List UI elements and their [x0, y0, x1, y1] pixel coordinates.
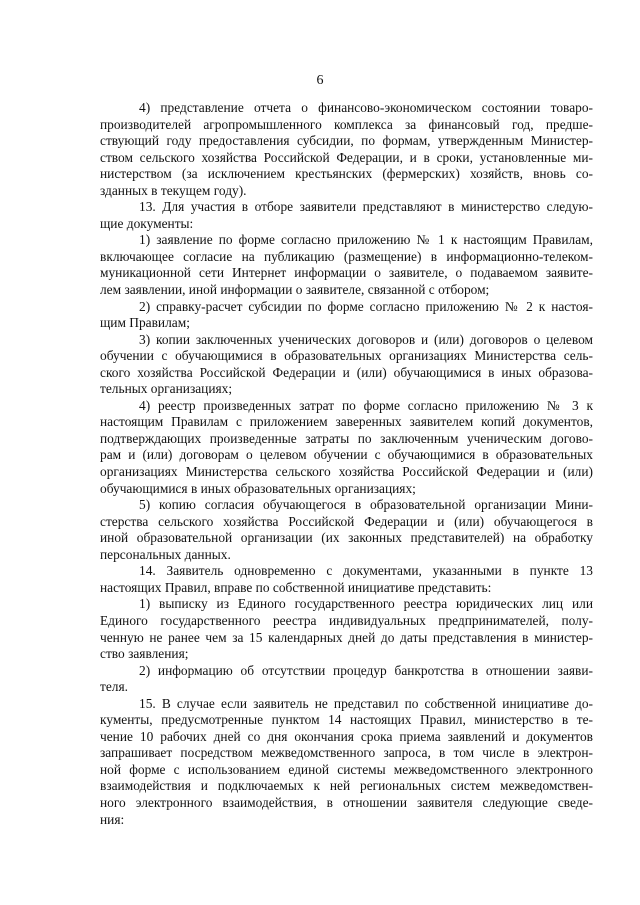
text-line: 3) копии заключенных ученических договоров и (или) договоров о целевом [139, 331, 593, 347]
text-line: организациях Министерства сельского хозяйства Российской Федерации и (или) [100, 464, 593, 480]
text-line: ния: [100, 811, 125, 827]
paragraph-p14-2 [100, 663, 593, 696]
text-line: настоящим Правилам с приложением заверенных заявителем копий документов, [100, 414, 593, 430]
text-line: ной форме с использованием единой системы межведомственного электронного [100, 761, 593, 777]
text-line: иной образовательной организации (их законных представителей) на обработку [100, 530, 593, 546]
text-line: ством сельского хозяйства Российской Федерации, и в сроки, установленные ми- [100, 149, 593, 165]
paragraph-p13-1 [100, 232, 593, 298]
text-line: 2) справку-расчет субсидии по форме согласно приложению № 2 к настоя- [139, 298, 593, 314]
text-line: ствующий году предоставления субсидии, по формам, утвержденным Министер- [100, 133, 593, 149]
text-line: производителей агропромышленного комплекса за финансовый год, предше- [100, 116, 593, 132]
text-line: включающее согласие на публикацию (размещение) в информационно-телеком- [100, 248, 593, 264]
text-line: 13. Для участия в отборе заявители представляют в министерство следую- [139, 199, 593, 215]
text-line: муникационной сети Интернет информации о заявителе, о подаваемом заявите- [100, 265, 593, 281]
text-line: 15. В случае если заявитель не представил по собственной инициативе до- [139, 695, 593, 711]
text-line: обучающимися в иных образовательных организациях; [100, 480, 416, 496]
paragraph-p4 [100, 100, 593, 199]
text-line: 2) информацию об отсутствии процедур банкротства в отношении заяви- [139, 662, 593, 678]
paragraph-p13-2 [100, 299, 593, 332]
document-body [100, 100, 593, 828]
text-line: ского хозяйства Российской Федерации и (или) обучающимися в иных образова- [100, 364, 593, 380]
text-line: щим Правилам; [100, 315, 190, 331]
text-line: настоящих Правил, вправе по собственной инициативе представить: [100, 579, 492, 595]
text-line: 4) представление отчета о финансово-экономическом состоянии товаро- [139, 100, 593, 115]
text-line: щие документы: [100, 215, 194, 231]
text-line: Единого государственного реестра индивидуальных предпринимателей, полу- [100, 612, 593, 628]
text-line: тельных организациях; [100, 381, 233, 397]
text-line: персональных данных. [100, 546, 231, 562]
text-line: чение 10 рабочих дней со дня окончания срока приема заявлений и документов [100, 728, 593, 744]
paragraph-p13 [100, 199, 593, 232]
paragraph-p13-4 [100, 398, 593, 497]
text-line: ченную не ранее чем за 15 календарных дней до даты представления в министер- [100, 629, 593, 645]
text-line: теля. [100, 679, 128, 695]
paragraph-p13-3 [100, 332, 593, 398]
text-line: ного электронного взаимодействия, в отношении заявителя следующие сведе- [100, 794, 593, 810]
paragraph-p13-5 [100, 497, 593, 563]
text-line: запрашивает посредством межведомственного запроса, в том числе в электрон- [100, 745, 593, 761]
page-number: 6 [316, 73, 324, 88]
text-line: 1) выписку из Единого государственного реестра юридических лиц или [139, 596, 593, 612]
text-line: 4) реестр произведенных затрат по форме согласно приложению № 3 к [139, 397, 593, 413]
text-line: рам и (или) договорам о целевом обучении с обучающимися в образовательных [100, 447, 593, 463]
text-line: взаимодействия и подключаемых к ней региональных систем межведомствен- [100, 778, 593, 794]
text-line: обучении с обучающимися в образовательных организациях Министерства сель- [100, 348, 593, 364]
text-line: 5) копию согласия обучающегося в образовательной организации Мини- [139, 497, 593, 513]
paragraph-p14-1 [100, 596, 593, 662]
paragraph-p15 [100, 696, 593, 828]
text-line: кументы, предусмотренные пунктом 14 настоящих Правил, министерство в те- [100, 712, 593, 728]
text-line: ство заявления; [100, 646, 189, 662]
text-line: 14. Заявитель одновременно с документами, указанными в пункте 13 [139, 563, 593, 579]
text-line: нистерством (за исключением крестьянских (фермерских) хозяйств, вновь со- [100, 166, 593, 182]
text-line: 1) заявление по форме согласно приложению № 1 к настоящим Правилам, [139, 232, 593, 248]
paragraph-p14 [100, 563, 593, 596]
text-line: зданных в текущем году). [100, 182, 247, 198]
text-line: стерства сельского хозяйства Российской Федерации и (или) обучающегося в [100, 513, 593, 529]
text-line: подтверждающих произведенные затраты по заключенным ученическим догово- [100, 430, 593, 446]
text-line: лем заявлении, иной информации о заявителе, связанной с отбором; [100, 282, 490, 298]
